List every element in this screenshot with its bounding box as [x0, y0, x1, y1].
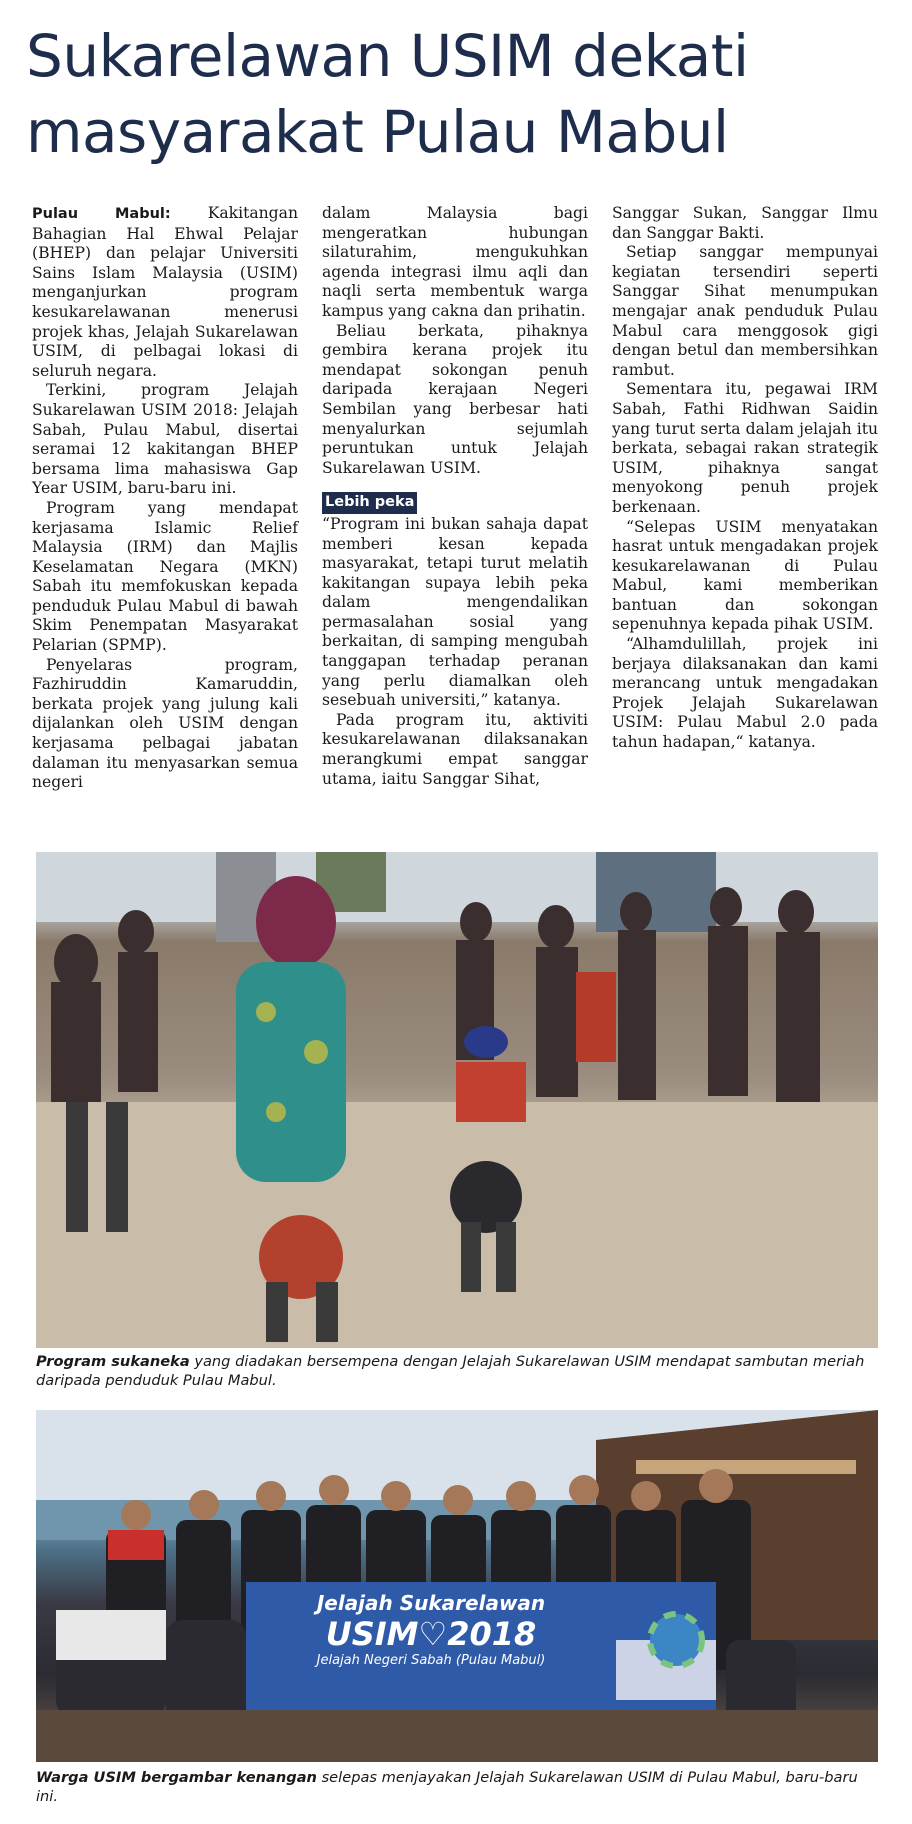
- photo-group-caption: [36, 1768, 878, 1806]
- dateline: Pulau Mabul: [32, 206, 165, 222]
- caption-text: selepas menjayakan Jelajah Sukarelawan USIM di Pulau Mabul, baru-baru ini.: [36, 1769, 858, 1805]
- photo-group-illustration: [36, 1410, 878, 1762]
- photo-sukaneka-illustration: [36, 852, 878, 1348]
- paragraph: “Alhamdulillah, projek ini berjaya dilaksanakan dan kami merancang untuk mengadakan Projek Jelajah Sukarelawan USIM: Pulau Mabul 2.0 pada tahun hadapan,“ katanya.: [612, 635, 878, 752]
- photo-group: [36, 1410, 878, 1762]
- subhead: Lebih peka: [322, 492, 417, 514]
- caption-bold: Program sukaneka: [36, 1353, 190, 1370]
- paragraph: Terkini, program Jelajah Sukarelawan USIM 2018: Jelajah Sabah, Pulau Mabul, disertai seramai 12 kakitangan BHEP bersama lima mahasiswa Gap Year USIM, baru-baru ini.: [32, 381, 298, 498]
- paragraph: Penyelaras program, Fazhiruddin Kamaruddin, berkata projek yang julung kali dijalankan oleh USIM dengan kerjasama pelbagai jabatan dalaman itu menyasarkan semua negeri: [32, 655, 298, 792]
- lead-paragraph: Pulau Mabul: Kakitangan Bahagian Hal Ehwal Pelajar (BHEP) dan pelajar Universiti Sains Islam Malaysia (USIM) menganjurkan program kesukarelawanan menerusi projek khas, Jelajah Sukarelawan USIM, di pelbagai lokasi di seluruh negara.: [32, 204, 298, 380]
- banner-line-2: USIM♡2018: [325, 1615, 537, 1653]
- headline: [26, 18, 896, 170]
- paragraph: “Selepas USIM menyatakan hasrat untuk mengadakan projek kesukarelawanan di Pulau Mabul, kami memberikan bantuan dan sokongan sepenuhnya kepada pihak USIM.: [612, 517, 878, 634]
- paragraph: Setiap sanggar mempunyai kegiatan tersendiri seperti Sanggar Sihat menumpukan mengajar anak penduduk Pulau Mabul cara menggosok gigi dengan betul dan membersihkan rambut.: [612, 243, 878, 379]
- headline-line-2: masyarakat Pulau Mabul: [26, 98, 729, 166]
- caption-text: yang diadakan bersempena dengan Jelajah Sukarelawan USIM mendapat sambutan meriah daripada penduduk Pulau Mabul.: [36, 1353, 865, 1389]
- article-column-3: [612, 204, 878, 753]
- headline-line-1: Sukarelawan USIM dekati: [26, 22, 749, 90]
- paragraph: “Program ini bukan sahaja dapat memberi kesan kepada masyarakat, tetapi turut melatih kakitangan supaya lebih peka dalam mengendalikan permasalahan sosial yang berkaitan, di samping mengubah tanggapan terhadap peranan yang perlu diamalkan oleh sesebuah universiti,” katanya.: [322, 514, 588, 710]
- banner-line-3: Jelajah Negeri Sabah (Pulau Mabul): [316, 1653, 546, 1668]
- paragraph: Beliau berkata, pihaknya gembira kerana projek itu mendapat sokongan penuh daripada kerajaan Negeri Sembilan yang berbesar hati menyalurkan sejumlah peruntukan untuk Jelajah Sukarelawan USIM.: [322, 321, 588, 477]
- article-column-1: [32, 204, 298, 793]
- paragraph: Pada program itu, aktiviti kesukarelawanan dilaksanakan merangkumi empat sanggar utama, iaitu Sanggar Sihat,: [322, 710, 588, 788]
- caption-bold: Warga USIM bergambar kenangan: [36, 1769, 317, 1786]
- banner-text: [266, 1590, 596, 1670]
- article-column-2: [322, 204, 588, 789]
- photo-sukaneka: [36, 852, 878, 1348]
- photo-sukaneka-caption: [36, 1352, 878, 1390]
- paragraph: dalam Malaysia bagi mengeratkan hubungan silaturahim, mengukuhkan agenda integrasi ilmu aqli dan naqli serta membentuk warga kampus yang cakna dan prihatin.: [322, 204, 588, 320]
- paragraph: Sanggar Sukan, Sanggar Ilmu dan Sanggar Bakti.: [612, 204, 878, 242]
- paragraph: Sementara itu, pegawai IRM Sabah, Fathi Ridhwan Saidin yang turut serta dalam jelajah itu berkata, sebagai rakan strategik USIM, pihaknya sangat menyokong penuh projek berkenaan.: [612, 380, 878, 516]
- paragraph: Program yang mendapat kerjasama Islamic Relief Malaysia (IRM) dan Majlis Keselamatan Negara (MKN) Sabah itu memfokuskan kepada penduduk Pulau Mabul di bawah Skim Penempatan Masyarakat Pelarian (SPMP).: [32, 498, 298, 655]
- paragraph-text: Kakitangan Bahagian Hal Ehwal Pelajar (BHEP) dan pelajar Universiti Sains Islam Malaysia (USIM) menganjurkan program kesukarelawanan menerusi projek khas, Jelajah Sukarelawan USIM, di pelbagai lokasi di seluruh negara.: [32, 204, 298, 380]
- banner-line-1: Jelajah Sukarelawan: [316, 1591, 546, 1615]
